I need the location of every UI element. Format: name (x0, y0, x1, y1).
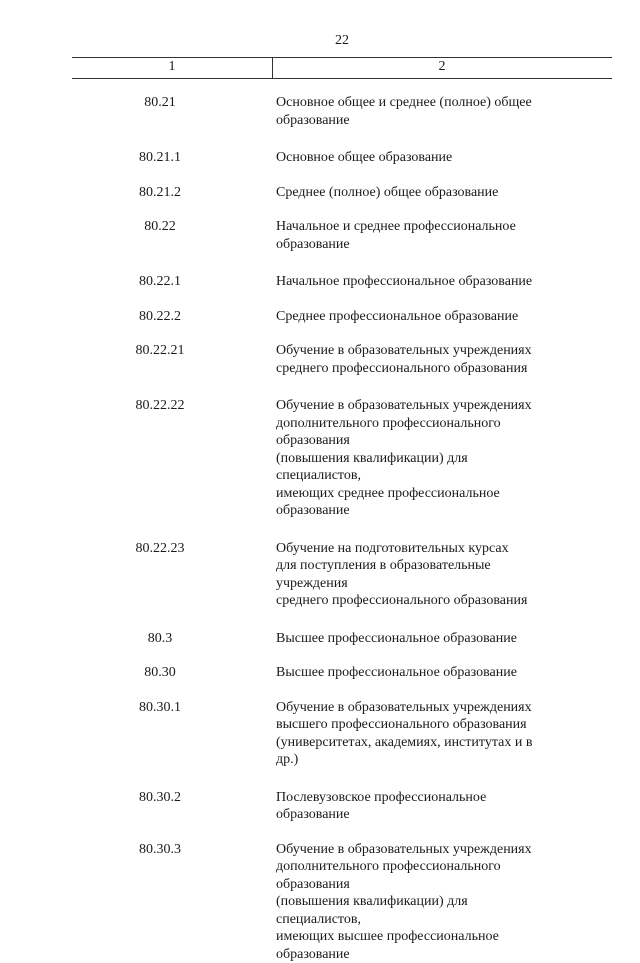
table-body (0, 94, 640, 963)
row-code: 80.22.23 (0, 540, 210, 558)
row-code: 80.22.2 (0, 308, 210, 326)
row-description: Обучение в образовательных учреждениях среднего профессионального образования (210, 342, 550, 377)
table-row (0, 699, 640, 769)
row-code: 80.30.1 (0, 699, 210, 717)
row-code: 80.22.22 (0, 397, 210, 415)
table-row (0, 342, 640, 377)
table-row (0, 94, 640, 129)
row-description: Высшее профессиональное образование (210, 630, 550, 648)
table-row (0, 841, 640, 963)
row-code: 80.21 (0, 94, 210, 112)
row-code: 80.21.2 (0, 184, 210, 202)
row-code: 80.30 (0, 664, 210, 682)
row-code: 80.22 (0, 218, 210, 236)
row-description: Среднее (полное) общее образование (210, 184, 550, 202)
row-code: 80.30.2 (0, 789, 210, 807)
row-code: 80.22.21 (0, 342, 210, 360)
table-row (0, 397, 640, 520)
row-description: Начальное профессиональное образование (210, 273, 550, 291)
row-code: 80.3 (0, 630, 210, 648)
row-description: Обучение в образовательных учреждениях дополнительного профессионального образования (повышения квалификации) для специалистов, имеющих высшее профессиональное образование (210, 841, 550, 963)
table-row (0, 540, 640, 610)
row-description: Высшее профессиональное образование (210, 664, 550, 682)
row-description: Основное общее образование (210, 149, 550, 167)
row-code: 80.30.3 (0, 841, 210, 859)
row-code: 80.22.1 (0, 273, 210, 291)
row-description: Начальное и среднее профессиональное образование (210, 218, 550, 253)
row-description: Обучение в образовательных учреждениях дополнительного профессионального образования (повышения квалификации) для специалистов, имеющих среднее профессиональное образование (210, 397, 550, 520)
table-row (0, 630, 640, 648)
table-row (0, 308, 640, 326)
table-row (0, 664, 640, 682)
page-number: 22 (0, 33, 640, 49)
table-header (72, 57, 612, 79)
table-row (0, 273, 640, 291)
table-row (0, 218, 640, 253)
table-row (0, 789, 640, 824)
row-description: Обучение в образовательных учреждениях высшего профессионального образования (университетах, академиях, институтах и в др.) (210, 699, 550, 769)
row-description: Обучение на подготовительных курсах для поступления в образовательные учреждения среднего профессионального образования (210, 540, 550, 610)
row-description: Основное общее и среднее (полное) общее образование (210, 94, 550, 129)
table-row (0, 149, 640, 167)
row-description: Послевузовское профессиональное образование (210, 789, 550, 824)
table-row (0, 184, 640, 202)
row-description: Среднее профессиональное образование (210, 308, 550, 326)
column-header-1: 1 (72, 59, 272, 75)
column-header-2: 2 (272, 59, 612, 75)
row-code: 80.21.1 (0, 149, 210, 167)
